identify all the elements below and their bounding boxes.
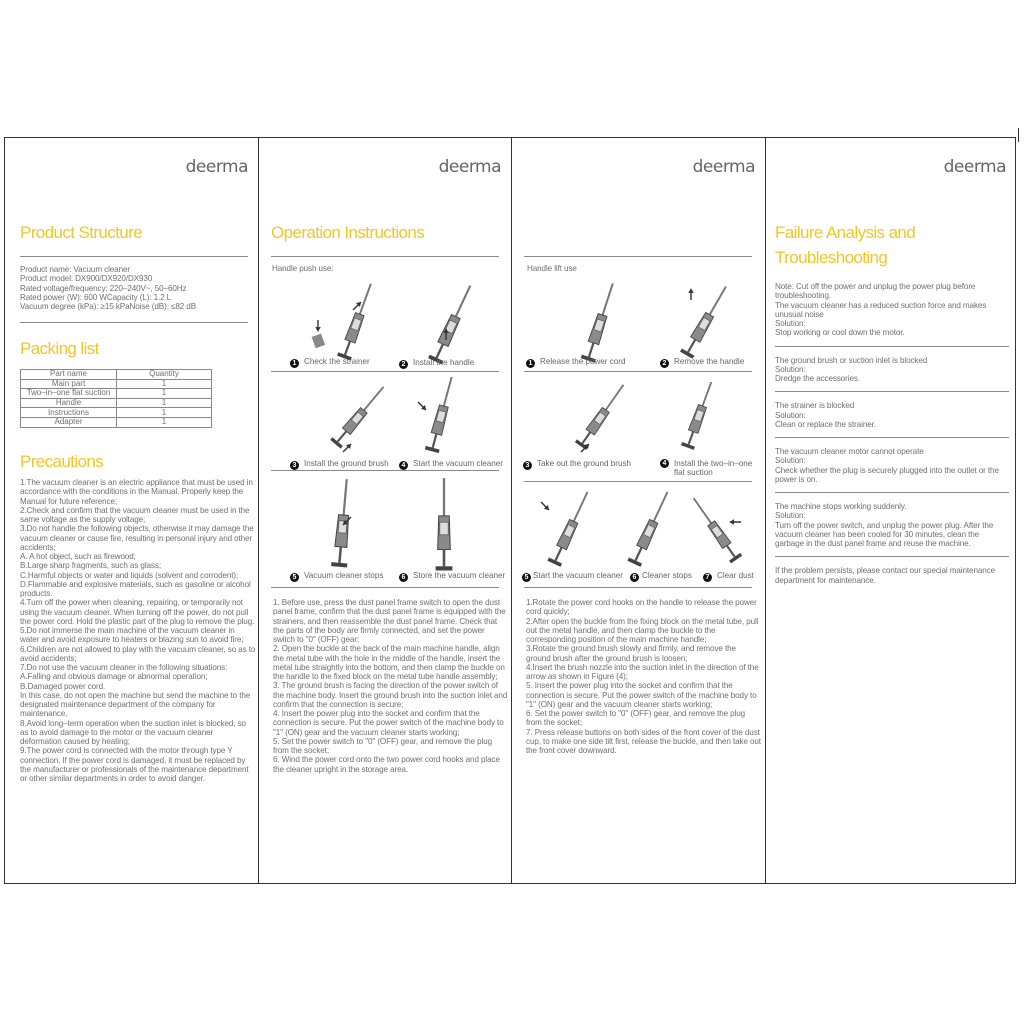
- step-label: Remove the handle: [674, 357, 745, 366]
- figure-install-handle: [408, 280, 498, 365]
- table-row: [21, 389, 212, 399]
- paragraph: Vacuum degree (kPa): ≥15 kPaNoise (dB): ≤82 dB: [20, 302, 196, 311]
- paragraph: 9.The power cord is connected with the motor through type Y connection. If the power cord is damaged, it must be replaced by the manufacturer or professionals of the maintenance department or other similar departments in order to avoid danger.: [20, 746, 249, 783]
- table-row: [21, 408, 212, 418]
- paragraph: B.Damaged power cord.: [20, 681, 106, 691]
- step-number: 5: [522, 573, 531, 582]
- step-caption: [526, 357, 625, 368]
- paragraph: 7.Do not use the vacuum cleaner in the following situations:: [20, 663, 228, 672]
- paragraph: 1.The vacuum cleaner is an electric appliance that must be used in accordance with the conditions in the Manual. Properly keep the Manual for future reference;: [20, 478, 253, 506]
- step-label: Vacuum cleaner stops: [304, 571, 384, 580]
- paragraph: C.Harmful objects or water and liquids (solvent and corrodent);: [20, 570, 239, 580]
- part-name-cell: Two–in–one flat suction: [21, 389, 117, 399]
- paragraph: Product name: Vacuum cleaner: [20, 265, 130, 274]
- paragraph: 6.Children are not allowed to play with the vacuum cleaner, so as to avoid accidents;: [20, 644, 256, 663]
- quantity-cell: 1: [117, 408, 212, 418]
- step-label: Clear dust: [717, 571, 754, 580]
- column-header: Quantity: [117, 370, 212, 380]
- figure-vacuum-stops: [313, 477, 393, 572]
- section-title: Failure Analysis and Troubleshooting: [775, 223, 916, 267]
- panel-troubleshooting: [765, 137, 1016, 884]
- paragraph: 3. The ground brush is facing the direction of the power switch of the machine body. Insert the ground brush into the suction inlet and confirm that the connection is secure;: [273, 681, 508, 709]
- operation-steps-text: [273, 598, 508, 774]
- table-row: [21, 398, 212, 408]
- product-specs: [20, 265, 250, 311]
- paragraph: 6. Set the power switch to "0" (OFF) gear, and remove the plug from the socket;: [526, 709, 746, 728]
- quantity-cell: 1: [117, 417, 212, 427]
- quantity-cell: 1: [117, 379, 212, 389]
- deerma-logo: deerma: [943, 157, 1006, 177]
- figure-start-cleaner: [536, 487, 606, 572]
- step-caption: [703, 571, 754, 582]
- paragraph: Rated power (W): 600 WCapacity (L): 1.2 L: [20, 292, 172, 302]
- paragraph: In this case, do not open the machine but send the machine to the designated maintenance department of the company for maintenance.: [20, 690, 251, 719]
- step-caption: [522, 571, 623, 582]
- table-row: [21, 379, 212, 389]
- divider: [271, 470, 499, 471]
- paragraph: D.Flammable and explosive materials, such as gasoline or alcohol products.: [20, 579, 251, 598]
- step-number: 2: [660, 359, 669, 368]
- step-label: Take out the ground brush: [537, 459, 632, 468]
- paragraph: B.Large sharp fragments, such as glass;: [20, 561, 161, 571]
- crop-mark: [1018, 128, 1019, 142]
- divider: [524, 587, 752, 588]
- paragraph: 4.Insert the brush nozzle into the suction inlet in the direction of the arrow as shown in Figure (4);: [526, 662, 759, 681]
- part-name-cell: Adapter: [21, 417, 117, 427]
- divider: [524, 371, 752, 372]
- divider: [271, 371, 499, 372]
- troubleshooting-list: [775, 282, 1009, 602]
- section-title: Packing list: [20, 339, 99, 358]
- figure-store-vacuum: [413, 472, 483, 572]
- step-caption: [660, 357, 744, 368]
- part-name-cell: Instructions: [21, 408, 117, 418]
- step-label: Release the power cord: [540, 357, 626, 366]
- troubleshooting-item: The machine stops working suddenly. Solution: Turn off the power switch, and unplug the power plug. After the vacuum cleaner has been cooled for 30 minutes, clean the garbage in the dust panel frame and reuse the machine.: [775, 502, 1009, 557]
- section-title: Product Structure: [20, 223, 143, 242]
- step-caption: [399, 358, 474, 369]
- precautions-text: [20, 478, 256, 783]
- figure-cleaner-stops: [616, 487, 686, 572]
- step-label: Install the ground brush: [304, 459, 389, 468]
- troubleshooting-item: The ground brush or suction inlet is blocked Solution: Dredge the accessories.: [775, 356, 1009, 393]
- step-label: Cleaner stops: [642, 571, 692, 580]
- step-number: 3: [523, 461, 532, 470]
- troubleshooting-item: If the problem persists, please contact our special maintenance department for maintenance.: [775, 566, 995, 585]
- paragraph: Rated voltage/frequency: 220–240V~, 50–60Hz: [20, 283, 187, 293]
- step-caption: [290, 459, 389, 470]
- step-number: 6: [630, 573, 639, 582]
- divider: [524, 481, 752, 482]
- paragraph: 6. Wind the power cord onto the two power cord hooks and place the cleaner upright in the storage area.: [273, 755, 500, 774]
- paragraph: A.Falling and obvious damage or abnormal operation;: [20, 672, 208, 682]
- paragraph: 3.Do not handle the following objects, otherwise it may damage the vacuum cleaner or cause fire, resulting in personal injury and other accidents;: [20, 524, 254, 552]
- paragraph: 7. Press release buttons on both sides of the front cover of the dust cup, to make one side tilt first, release the buckle, and then take out the front cover downward.: [526, 727, 761, 755]
- step-label: Start the vacuum cleaner: [533, 571, 623, 580]
- figure-take-out-brush: [541, 382, 641, 457]
- step-number: 7: [703, 573, 712, 582]
- paragraph: 5. Set the power switch to "0" (OFF) gear, and remove the plug from the socket;: [273, 736, 493, 755]
- quantity-cell: 1: [117, 389, 212, 399]
- paragraph: 2.Check and confirm that the vacuum cleaner must be used in the same voltage as the supply voltage;: [20, 505, 250, 524]
- divider: [271, 256, 499, 257]
- step-caption: [290, 571, 383, 582]
- paragraph: 1. Before use, press the dust panel frame switch to open the dust panel frame, confirm that the dust panel frame is equipped with the strainers, and then reassemble the dust panel frame. Check that the parts of the body are firmly connected, and set the power switch to "0" (OFF) gear;: [273, 598, 506, 644]
- section-title: Operation Instructions: [271, 223, 425, 242]
- step-label: Install the handle: [413, 358, 475, 367]
- step-label: Store the vacuum cleaner: [413, 571, 506, 580]
- paragraph: 1.Rotate the power cord hooks on the handle to release the power cord quickly;: [526, 598, 757, 617]
- paragraph: 5.Do not immerse the main machine of the vacuum cleaner in water and avoid exposure to heaters or blazing sun to avoid fire;: [20, 626, 244, 645]
- step-number: 6: [399, 573, 408, 582]
- figure-remove-handle: [661, 280, 751, 365]
- divider: [524, 256, 752, 257]
- section-title: Precautions: [20, 452, 104, 471]
- subsection-label: Handle push use:: [272, 264, 334, 273]
- step-number: 1: [290, 359, 299, 368]
- paragraph: 4. Insert the power plug into the socket and confirm that the connection is secure. Put the power switch of the machine body to "1" (ON) gear and the vacuum cleaner starts working;: [273, 709, 504, 737]
- part-name-cell: Handle: [21, 398, 117, 408]
- step-label: Install the two–in–one flat suction: [674, 459, 753, 477]
- column-header: Part name: [21, 370, 117, 380]
- figure-check-strainer: [298, 280, 388, 365]
- troubleshooting-item: The strainer is blocked Solution: Clean or replace the strainer.: [775, 401, 1009, 438]
- step-caption: [630, 571, 692, 582]
- paragraph: 8.Avoid long–term operation when the suction inlet is blocked, so as to avoid damage to the motor or the vacuum cleaner deformation caused by heating;: [20, 718, 246, 746]
- part-name-cell: Main part: [21, 379, 117, 389]
- paragraph: 3.Rotate the ground brush slowly and firmly, and remove the ground brush after the ground brush is loosen;: [526, 644, 736, 663]
- paragraph: Product model: DX900/DX920/DX930: [20, 274, 153, 284]
- step-number: 4: [399, 461, 408, 470]
- packing-list-table: [20, 369, 212, 428]
- deerma-logo: deerma: [185, 157, 248, 177]
- paragraph: 5. Insert the power plug into the socket and confirm that the connection is secure. Put the power switch of the machine body to "1" (ON) gear and the vacuum cleaner starts working;: [526, 681, 757, 709]
- figure-install-flat-suction: [661, 382, 741, 457]
- deerma-logo: deerma: [692, 157, 755, 177]
- step-number: 4: [660, 459, 669, 468]
- step-caption: [523, 459, 631, 470]
- figure-start-vacuum: [408, 377, 498, 457]
- step-number: 2: [399, 360, 408, 369]
- panel-handle-lift: [511, 137, 765, 884]
- paragraph: A. A hot object, such as firewood;: [20, 552, 136, 561]
- divider: [20, 322, 248, 323]
- step-label: Check the strainer: [304, 357, 370, 366]
- panel-product-structure: [4, 137, 258, 884]
- deerma-logo: deerma: [438, 157, 501, 177]
- figure-install-ground-brush: [298, 382, 398, 457]
- subsection-label: Handle lift use: [527, 264, 577, 273]
- step-caption: [399, 571, 505, 582]
- paragraph: 2.After open the buckle from the fixing block on the metal tube, pull out the metal handle, and then clamp the buckle to the corresponding position of the main machine handle;: [526, 616, 759, 644]
- divider: [20, 256, 248, 257]
- divider: [271, 587, 499, 588]
- figure-release-cord: [556, 280, 636, 365]
- step-caption: [399, 459, 503, 470]
- step-caption: [290, 357, 370, 368]
- figure-clear-dust: [681, 492, 756, 572]
- step-number: 1: [526, 359, 535, 368]
- troubleshooting-item: The vacuum cleaner motor cannot operate Solution: Check whether the plug is securely plugged into the outlet or the power is on.: [775, 447, 1009, 493]
- paragraph: 4.Turn off the power when cleaning, repairing, or temporarily not using the vacuum cleaner. When turning off the power, do not pull the power cord. Hold the plastic part of the plug to remove the plug.: [20, 598, 255, 626]
- step-caption: [660, 459, 752, 477]
- step-number: 5: [290, 573, 299, 582]
- paragraph: 2. Open the buckle at the back of the main machine handle, align the metal tube with the hole in the middle of the handle, insert the metal tube straightly into the bottom, and then clamp the buckle on the handle to the fixed block on the metal tube handle assembly;: [273, 644, 505, 681]
- quantity-cell: 1: [117, 398, 212, 408]
- step-label: Start the vacuum cleaner: [413, 459, 503, 468]
- panel-operation-instructions: [258, 137, 511, 884]
- troubleshooting-item: Note: Cut off the power and unplug the power plug before troubleshooting. The vacuum cleaner has a reduced suction force and makes unusual noise Solution: Stop working or cool down the motor.: [775, 282, 1009, 347]
- handle-lift-steps-text: [526, 598, 761, 755]
- step-number: 3: [290, 461, 299, 470]
- table-row: [21, 417, 212, 427]
